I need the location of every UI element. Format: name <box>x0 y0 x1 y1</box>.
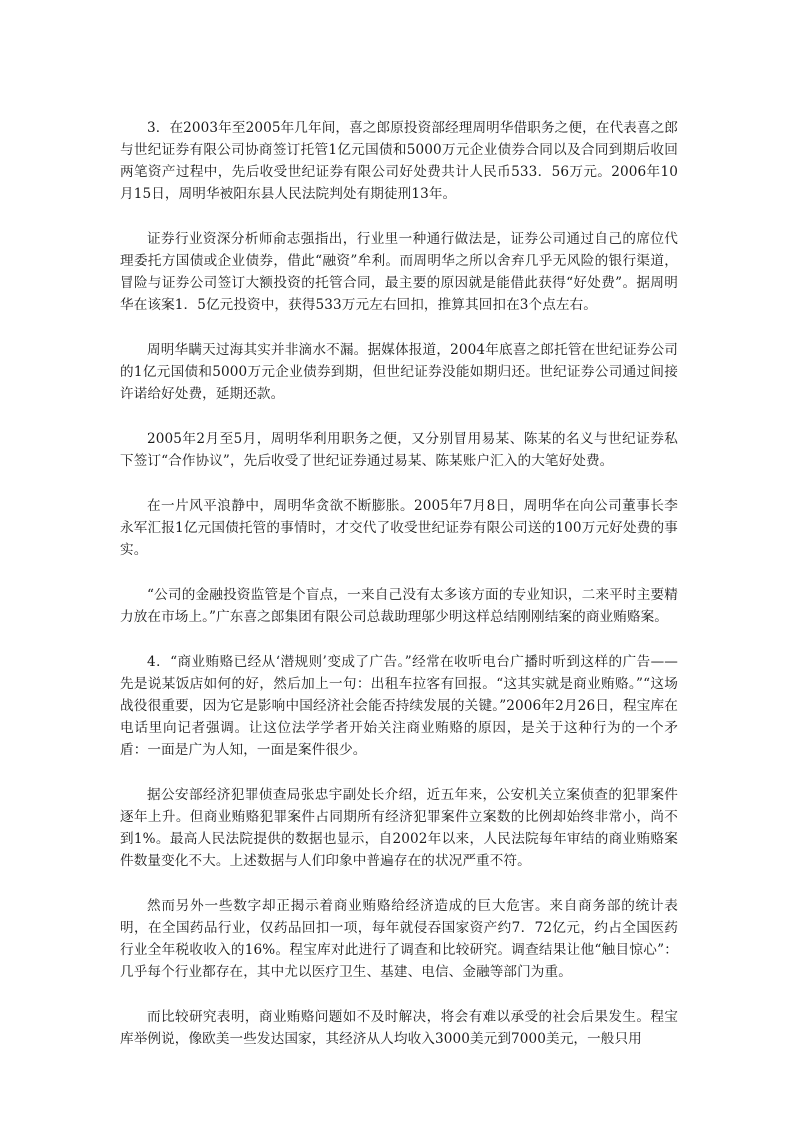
paragraph-1: 3．在2003年至2005年几年间，喜之郎原投资部经理周明华借职务之便，在代表喜之郎与世纪证券有限公司协商签订托管1亿元国债和5000万元企业债券合同以及合同到期后收回两笔资产过程中，先后收受世纪证券有限公司好处费共计人民币533．56万元。2006年10月15日，周明华被阳东县人民法院判处有期徒刑13年。 <box>120 120 678 202</box>
paragraph-2: 证券行业资深分析师俞志强指出，行业里一种通行做法是，证券公司通过自己的席位代理委托方国债或企业债券，借此“融资”牟利。而周明华之所以舍弃几乎无风险的银行渠道，冒险与证券公司签订大额投资的托管合同，最主要的原因就是能借此获得“好处费”。据周明华在该案1．5亿元投资中，获得533万元左右回扣，推算其回扣在3个点左右。 <box>120 231 678 313</box>
document-body <box>120 117 678 1073</box>
paragraph-5: 在一片风平浪静中，周明华贪欲不断膨胀。2005年7月8日，周明华在向公司董事长李永军汇报1亿元国债托管的事情时，才交代了收受世纪证券有限公司送的100万元好处费的事实。 <box>120 498 678 558</box>
paragraph-8: 据公安部经济犯罪侦查局张忠宇副处长介绍，近五年来，公安机关立案侦查的犯罪案件逐年上升。但商业贿赂犯罪案件占同期所有经济犯罪案件立案数的比例却始终非常小，尚不到1%。最高人民法院提供的数据也显示，自2002年以来，人民法院每年审结的商业贿赂案件数量变化不大。上述数据与人们印象中普遍存在的状况严重不符。 <box>120 787 678 869</box>
paragraph-4: 2005年2月至5月，周明华利用职务之便，又分别冒用易某、陈某的名义与世纪证券私下签订“合作协议”，先后收受了世纪证券通过易某、陈某账户汇入的大笔好处费。 <box>120 431 678 469</box>
paragraph-7: 4．“商业贿赂已经从‘潜规则’变成了广告。”经常在收听电台广播时听到这样的广告——先是说某饭店如何的好，然后加上一句：出租车拉客有回报。“这其实就是商业贿赂。”“这场战役很重要，因为它是影响中国经济社会能否持续发展的关键。”2006年2月26日，程宝库在电话里向记者强调。让这位法学学者开始关注商业贿赂的原因，是关于这种行为的一个矛盾：一面是广为人知，一面是案件很少。 <box>120 654 678 758</box>
paragraph-9: 然而另外一些数字却正揭示着商业贿赂给经济造成的巨大危害。来自商务部的统计表明，在全国药品行业，仅药品回扣一项，每年就侵吞国家资产约7．72亿元，约占全国医药行业全年税收收入的16%。程宝库对此进行了调查和比较研究。调查结果让他“触目惊心”：几乎每个行业都存在，其中尤以医疗卫生、基建、电信、金融等部门为重。 <box>120 898 678 980</box>
paragraph-10: 而比较研究表明，商业贿赂问题如不及时解决，将会有难以承受的社会后果发生。程宝库举例说，像欧美一些发达国家，其经济从人均收入3000美元到7000美元，一般只用 <box>120 1009 678 1047</box>
paragraph-3: 周明华瞒天过海其实并非滴水不漏。据媒体报道，2004年底喜之郎托管在世纪证券公司的1亿元国债和5000万元企业债券到期，但世纪证券没能如期归还。世纪证券公司通过间接许诺给好处费，延期还款。 <box>120 342 678 402</box>
paragraph-6: “公司的金融投资监管是个盲点，一来自己没有太多该方面的专业知识，二来平时主要精力放在市场上。”广东喜之郎集团有限公司总裁助理邬少明这样总结刚刚结案的商业贿赂案。 <box>120 587 678 625</box>
